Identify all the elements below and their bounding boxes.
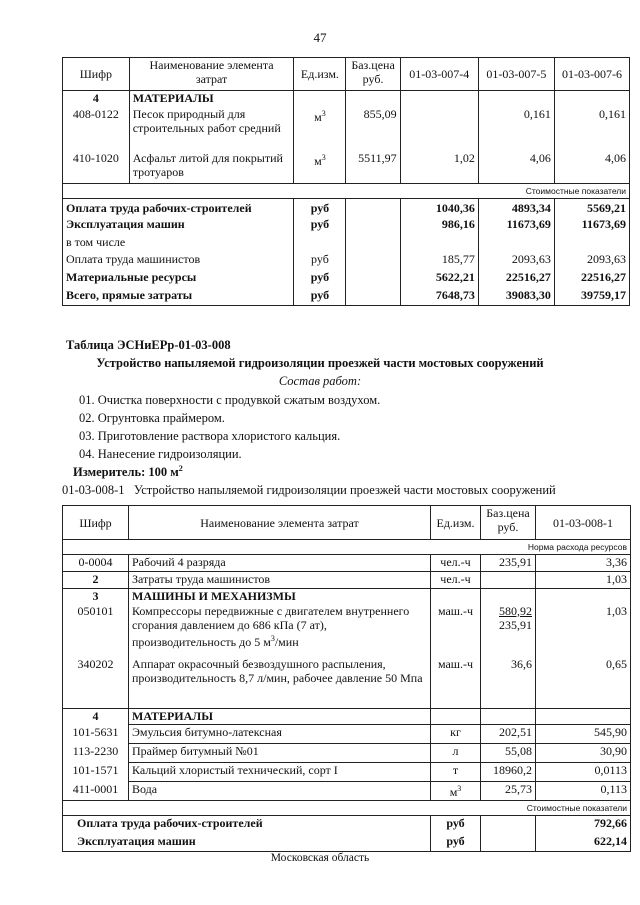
summary-row: Оплата труда машинистов руб 185,77 2093,63 2093,63 <box>63 252 630 270</box>
work-step: 02. Огрунтовка праймером. <box>79 411 225 425</box>
section-title: Устройство напыляемой гидроизоляции проезжей части мостовых сооружений <box>96 356 544 370</box>
summary-row: Эксплуатация машин руб 986,16 11673,69 11673,69 <box>63 217 630 235</box>
page-number: 47 <box>313 30 327 45</box>
table-row: 050101 Компрессоры передвижные с двигателем внутреннего сгорания давлением до 686 кПа (7 ат), производительность до 5 $м^3$/мин маш.-ч 580,92 235,91 1,03 <box>63 604 631 657</box>
summary-row: Оплата труда рабочих-строителей руб 1040,36 4893,34 5569,21 <box>63 199 630 217</box>
table-row: 101-5631 Эмульсия битумно-латексная кг 202,51 545,90 <box>63 725 631 744</box>
table-row: 411-0001 Вода $м^3$ 25,73 0,113 <box>63 782 631 801</box>
section-number: 4 <box>63 91 130 107</box>
header-price: Баз.цена руб. <box>481 506 536 540</box>
footer-region: Московская область <box>270 852 370 864</box>
header-code: Шифр <box>63 506 129 540</box>
header-unit: Ед.изм. <box>294 58 346 91</box>
section-title: МАТЕРИАЛЫ <box>129 91 294 107</box>
header-col-1: 01-03-007-4 <box>400 58 478 91</box>
table-row: 408-0122 Песок природный для строительных работ средний $м^3$ 855,09 0,161 0,161 <box>63 107 630 151</box>
table-row: 113-2230 Праймер битумный №01 л 55,08 30,90 <box>63 744 631 763</box>
norm-label: Норма расхода ресурсов <box>63 540 631 555</box>
item-heading: 01-03-008-1 Устройство напыляемой гидроизоляции проезжей части мостовых сооружений <box>62 483 556 497</box>
resource-table-007 <box>62 57 630 306</box>
section-title: МАТЕРИАЛЫ <box>129 709 431 725</box>
header-col-1: 01-03-008-1 <box>536 506 631 540</box>
cost-indicators-label: Стоимостные показатели <box>63 801 631 816</box>
work-step: 03. Приготовление раствора хлористого кальция. <box>79 429 341 443</box>
header-name: Наименование элемента затрат <box>129 506 431 540</box>
table-row: 2 Затраты труда машинистов чел.-ч 1,03 <box>63 572 631 589</box>
table-label: Таблица ЭСНиЕРр-01-03-008 <box>66 338 231 352</box>
header-unit: Ед.изм. <box>431 506 481 540</box>
summary-row: Оплата труда рабочих-строителей руб 792,66 <box>63 816 631 834</box>
table-row: 410-1020 Асфальт литой для покрытий тротуаров $м^3$ 5511,97 1,02 4,06 4,06 <box>63 151 630 184</box>
table-row: 0-0004 Рабочий 4 разряда чел.-ч 235,91 3,36 <box>63 555 631 572</box>
work-step: 01. Очистка поверхности с продувкой сжатым воздухом. <box>79 393 381 407</box>
header-price: Баз.цена руб. <box>346 58 400 91</box>
section-number: 4 <box>63 709 129 725</box>
summary-row: Материальные ресурсы руб 5622,21 22516,27 22516,27 <box>63 270 630 288</box>
header-col-2: 01-03-007-5 <box>478 58 554 91</box>
summary-row: Всего, прямые затраты руб 7648,73 39083,30 39759,17 <box>63 288 630 306</box>
header-name: Наименование элемента затрат <box>129 58 294 91</box>
summary-row: Эксплуатация машин руб 622,14 <box>63 834 631 852</box>
cost-indicators-label: Стоимостные показатели <box>63 184 630 199</box>
resource-table-008 <box>62 505 631 852</box>
work-step: 04. Нанесение гидроизоляции. <box>79 447 242 461</box>
header-code: Шифр <box>63 58 130 91</box>
table-row: 101-1571 Кальций хлористый технический, сорт I т 18960,2 0,0113 <box>63 763 631 782</box>
meter-label: Измеритель: 100 $м^2$ <box>73 464 183 480</box>
section-title: МАШИНЫ И МЕХАНИЗМЫ <box>129 589 431 604</box>
summary-row: в том числе <box>63 235 630 252</box>
section-number: 3 <box>63 589 129 604</box>
table-row: 340202 Аппарат окрасочный безвоздушного распыления, производительность 8,7 л/мин, рабочее давление 50 Мпа маш.-ч 36,6 0,65 <box>63 657 631 709</box>
work-composition-label: Состав работ: <box>278 374 362 388</box>
header-col-3: 01-03-007-6 <box>554 58 629 91</box>
